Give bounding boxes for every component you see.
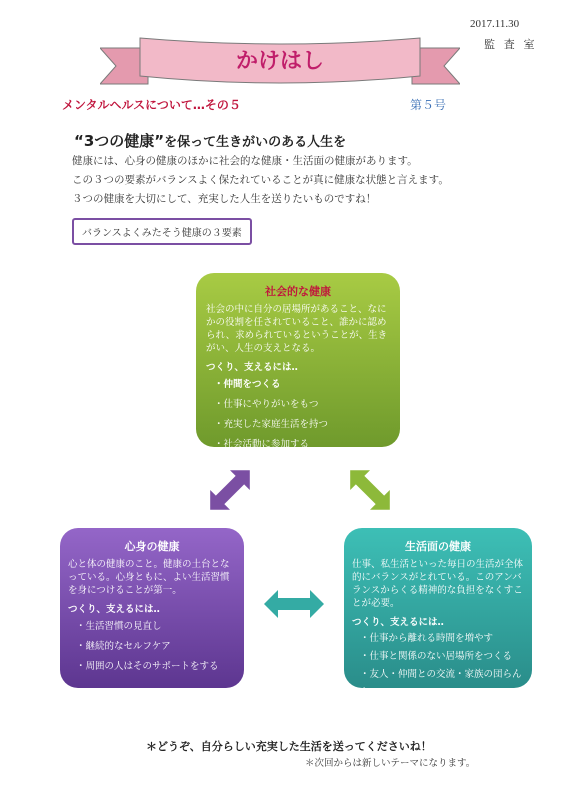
intro-text	[72, 152, 492, 209]
closing-message: ＊どうぞ、自分らしい充実した生活を送ってくださいね！	[146, 740, 432, 753]
intro-line: 健康には、心身の健康のほかに社会的な健康・生活面の健康があります。	[72, 155, 418, 167]
department: 監 査 室	[484, 39, 538, 51]
social-health-desc: 社会の中に自分の居場所があること、なにかの役割を任されていること、誰かに認められ、求められているということが、生きがい、人生の支えとなる。	[206, 304, 388, 354]
next-issue-note: ＊次回からは新しいテーマになります。	[305, 758, 476, 769]
list-item: ・仲間をつくる	[214, 379, 281, 390]
diagonal-arrows	[190, 450, 410, 530]
list-item: ・生活習慣の見直し	[76, 621, 162, 632]
issue-number: 第５号	[410, 98, 447, 112]
right-diagonal-arrow-icon	[340, 460, 399, 519]
mental-health-box	[60, 528, 244, 688]
mental-health-sub: つくり、支えるには‥	[68, 604, 160, 615]
intro-line: この３つの要素がバランスよく保たれていることが真に健康な状態と言えます。	[72, 174, 449, 186]
mental-health-title: 心身の健康	[124, 540, 180, 553]
list-item: ・周囲の人はそのサポートをする	[76, 661, 219, 672]
newsletter-subtitle: メンタルヘルスについて…その５	[62, 98, 241, 112]
social-health-title: 社会的な健康	[265, 285, 331, 298]
horizontal-arrow-icon	[264, 590, 324, 618]
social-health-box	[196, 273, 400, 450]
banner-title: かけはし	[235, 49, 325, 74]
list-item: ・仕事にやりがいをもつ	[214, 399, 319, 410]
life-health-list	[352, 630, 524, 720]
headline-quote: “3つの健康”	[74, 132, 165, 150]
list-item: ・社会活動に参加する	[214, 439, 310, 450]
list-item: ・充実した家庭生活を持つ	[214, 419, 329, 430]
list-item: ・仕事から離れる時間を増やす	[360, 633, 494, 644]
list-item: ・継続的なセルフケア	[76, 641, 171, 652]
social-health-list	[206, 375, 390, 455]
left-diagonal-arrow-icon	[200, 460, 259, 519]
life-health-title: 生活面の健康	[405, 540, 471, 553]
social-health-sub: つくり、支えるには‥	[206, 362, 298, 373]
intro-line: ３つの健康を大切にして、充実した人生を送りたいものですね！	[72, 193, 377, 205]
life-health-sub: つくり、支えるには‥	[352, 617, 444, 628]
life-health-desc: 仕事、私生活といった毎日の生活が全体的にバランスがとれている。このアンバランスからくる精神的な負担をなくすことが必要。	[352, 559, 524, 609]
headline	[74, 130, 346, 151]
list-item: ・友人・仲間との交流・家族の団らんを	[360, 669, 522, 698]
life-health-box	[344, 528, 532, 716]
title-banner	[100, 20, 460, 100]
issue-date: 2017.11.30	[470, 18, 520, 30]
mental-health-desc: 心と体の健康のこと。健康の土台となっている。心身ともに、よい生活習慣を身につけることが第一。	[68, 559, 230, 596]
section-label: バランスよくみたそう健康の３要素	[72, 218, 252, 245]
list-item: 増やす	[360, 705, 399, 716]
mental-health-list	[68, 617, 236, 677]
headline-rest: を保って生きがいのある人生を	[164, 135, 347, 150]
list-item: ・仕事と関係のない居場所をつくる	[360, 651, 513, 662]
